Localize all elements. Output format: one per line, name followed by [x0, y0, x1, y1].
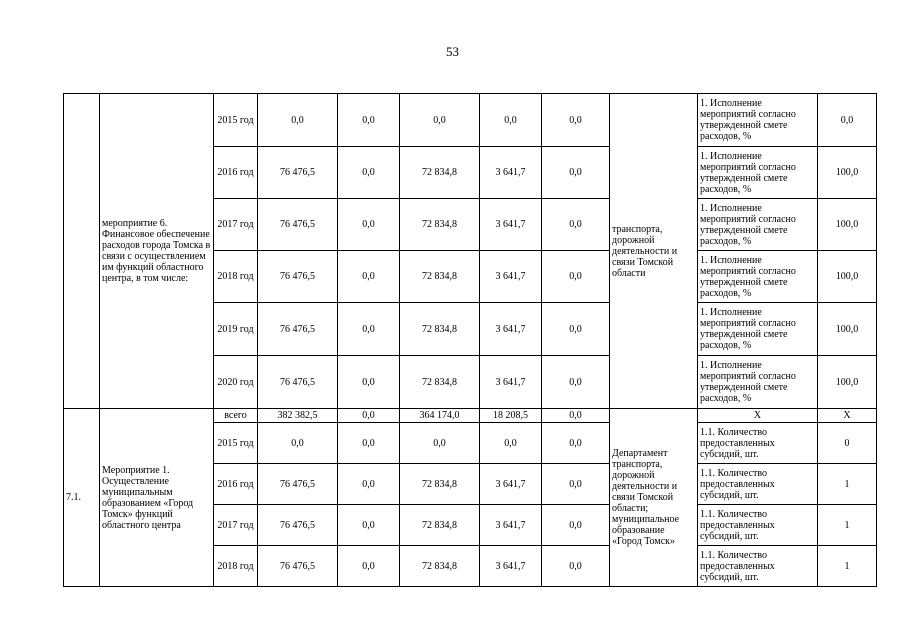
regional-cell: 72 834,8: [400, 199, 480, 251]
total-cell: 76 476,5: [258, 147, 338, 199]
indicator-value: 100,0: [818, 356, 877, 409]
regional-cell: 72 834,8: [400, 251, 480, 303]
measure-name: мероприятие 6. Финансовое обеспечение расходов города Томска в связи с осуществлением им функций областного центра, в том числе:: [100, 94, 214, 409]
other-cell: 0,0: [542, 423, 610, 464]
total-cell: 382 382,5: [258, 409, 338, 423]
local-cell: 3 641,7: [480, 356, 542, 409]
total-cell: 76 476,5: [258, 505, 338, 546]
federal-cell: 0,0: [338, 505, 400, 546]
indicator-value: 0: [818, 423, 877, 464]
other-cell: 0,0: [542, 147, 610, 199]
indicator-value: 1: [818, 505, 877, 546]
indicator-value: X: [818, 409, 877, 423]
other-cell: 0,0: [542, 464, 610, 505]
indicator-value: 100,0: [818, 147, 877, 199]
table-row: [64, 409, 877, 423]
local-cell: 3 641,7: [480, 505, 542, 546]
responsible-cell: транспорта, дорожной деятельности и связи Томской области: [610, 94, 698, 409]
indicator-cell: 1. Исполнение мероприятий согласно утвержденной смете расходов, %: [698, 147, 818, 199]
total-cell: 0,0: [258, 94, 338, 147]
federal-cell: 0,0: [338, 199, 400, 251]
local-cell: 3 641,7: [480, 199, 542, 251]
regional-cell: 364 174,0: [400, 409, 480, 423]
federal-cell: 0,0: [338, 251, 400, 303]
indicator-cell: 1.1. Количество предоставленных субсидий, шт.: [698, 505, 818, 546]
federal-cell: 0,0: [338, 94, 400, 147]
year-cell: 2019 год: [214, 303, 258, 356]
regional-cell: 72 834,8: [400, 546, 480, 587]
indicator-value: 1: [818, 464, 877, 505]
total-cell: 0,0: [258, 423, 338, 464]
year-cell: 2016 год: [214, 147, 258, 199]
responsible-cell: Департамент транспорта, дорожной деятельности и связи Томской области; муниципальное образование «Город Томск»: [610, 409, 698, 587]
total-cell: 76 476,5: [258, 251, 338, 303]
local-cell: 3 641,7: [480, 464, 542, 505]
federal-cell: 0,0: [338, 409, 400, 423]
local-cell: 3 641,7: [480, 147, 542, 199]
indicator-cell: 1. Исполнение мероприятий согласно утвержденной смете расходов, %: [698, 303, 818, 356]
indicator-cell: 1. Исполнение мероприятий согласно утвержденной смете расходов, %: [698, 199, 818, 251]
indicator-cell: X: [698, 409, 818, 423]
regional-cell: 72 834,8: [400, 464, 480, 505]
year-cell: 2015 год: [214, 423, 258, 464]
total-cell: 76 476,5: [258, 356, 338, 409]
indicator-cell: 1. Исполнение мероприятий согласно утвержденной смете расходов, %: [698, 356, 818, 409]
federal-cell: 0,0: [338, 546, 400, 587]
local-cell: 0,0: [480, 423, 542, 464]
index-cell: 7.1.: [64, 409, 100, 587]
regional-cell: 72 834,8: [400, 356, 480, 409]
year-cell: всего: [214, 409, 258, 423]
indicator-value: 0,0: [818, 94, 877, 147]
year-cell: 2015 год: [214, 94, 258, 147]
indicator-cell: 1. Исполнение мероприятий согласно утвержденной смете расходов, %: [698, 94, 818, 147]
regional-cell: 72 834,8: [400, 505, 480, 546]
page-number: 53: [446, 44, 459, 59]
total-cell: 76 476,5: [258, 464, 338, 505]
indicator-value: 100,0: [818, 199, 877, 251]
indicator-cell: 1.1. Количество предоставленных субсидий, шт.: [698, 423, 818, 464]
local-cell: 0,0: [480, 94, 542, 147]
regional-cell: 72 834,8: [400, 147, 480, 199]
budget-table: [63, 93, 877, 587]
year-cell: 2018 год: [214, 251, 258, 303]
indicator-value: 100,0: [818, 303, 877, 356]
indicator-value: 100,0: [818, 251, 877, 303]
year-cell: 2020 год: [214, 356, 258, 409]
indicator-cell: 1.1. Количество предоставленных субсидий, шт.: [698, 464, 818, 505]
year-cell: 2017 год: [214, 505, 258, 546]
indicator-cell: 1.1. Количество предоставленных субсидий, шт.: [698, 546, 818, 587]
table-row: [64, 94, 877, 147]
regional-cell: 72 834,8: [400, 303, 480, 356]
year-cell: 2018 год: [214, 546, 258, 587]
local-cell: 3 641,7: [480, 251, 542, 303]
total-cell: 76 476,5: [258, 199, 338, 251]
other-cell: 0,0: [542, 199, 610, 251]
federal-cell: 0,0: [338, 464, 400, 505]
federal-cell: 0,0: [338, 356, 400, 409]
federal-cell: 0,0: [338, 423, 400, 464]
other-cell: 0,0: [542, 251, 610, 303]
measure-name: Мероприятие 1. Осуществление муниципальным образованием «Город Томск» функций областного центра: [100, 409, 214, 587]
total-cell: 76 476,5: [258, 546, 338, 587]
indicator-value: 1: [818, 546, 877, 587]
other-cell: 0,0: [542, 409, 610, 423]
other-cell: 0,0: [542, 94, 610, 147]
federal-cell: 0,0: [338, 303, 400, 356]
indicator-cell: 1. Исполнение мероприятий согласно утвержденной смете расходов, %: [698, 251, 818, 303]
regional-cell: 0,0: [400, 423, 480, 464]
index-cell: [64, 94, 100, 409]
other-cell: 0,0: [542, 303, 610, 356]
other-cell: 0,0: [542, 505, 610, 546]
other-cell: 0,0: [542, 546, 610, 587]
local-cell: 3 641,7: [480, 546, 542, 587]
year-cell: 2017 год: [214, 199, 258, 251]
year-cell: 2016 год: [214, 464, 258, 505]
regional-cell: 0,0: [400, 94, 480, 147]
total-cell: 76 476,5: [258, 303, 338, 356]
local-cell: 3 641,7: [480, 303, 542, 356]
other-cell: 0,0: [542, 356, 610, 409]
federal-cell: 0,0: [338, 147, 400, 199]
local-cell: 18 208,5: [480, 409, 542, 423]
